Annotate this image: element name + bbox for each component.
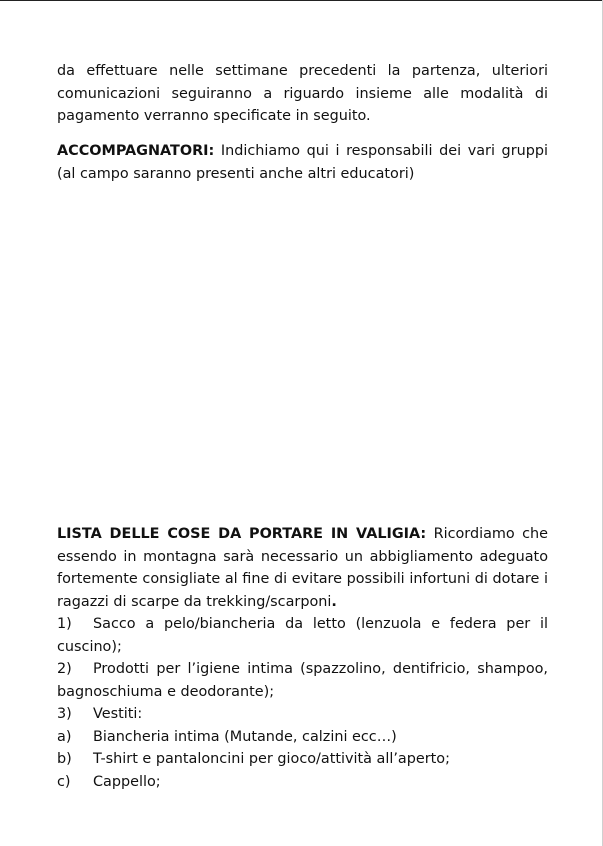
lista-paragraph — [57, 523, 548, 613]
intro-paragraph: da effettuare nelle settimane precedenti la partenza, ulteriori comunicazioni seguiranno a riguardo insieme alle modalità di pagamento verranno specificate in seguito. — [57, 63, 548, 124]
list-item-text: T-shirt e pantaloncini per gioco/attività all’aperto; — [93, 751, 450, 767]
list-item-text: Vestiti: — [93, 706, 143, 722]
list-marker: b) — [57, 751, 72, 767]
accompagnatori-section — [57, 140, 548, 185]
lista-section — [57, 523, 548, 793]
accompagnatori-heading: ACCOMPAGNATORI: — [57, 143, 215, 159]
list-marker: c) — [57, 773, 71, 790]
list-item-text: Prodotti per l’igiene intima (spazzolino, dentifricio, shampoo, bagnoschiuma e deodorante); — [57, 661, 548, 700]
accompagnatori-text: Indichiamo qui i responsabili dei vari gruppi (al campo saranno presenti anche altri educatori) — [57, 143, 548, 182]
list-item — [57, 771, 548, 794]
list-item — [57, 748, 548, 771]
list-item-text: Biancheria intima (Mutande, calzini ecc…) — [93, 728, 397, 745]
page-top-edge — [0, 0, 603, 1]
list-item-text: Cappello; — [93, 773, 161, 790]
lista-heading: LISTA DELLE COSE DA PORTARE IN VALIGIA: — [57, 526, 427, 542]
list-item — [57, 726, 548, 749]
accompagnatori-paragraph — [57, 140, 548, 185]
list-marker: a) — [57, 728, 72, 745]
list-item-text: Sacco a pelo/biancheria da letto (lenzuola e federa per il cuscino); — [57, 616, 548, 655]
intro-section — [57, 60, 548, 128]
list-marker: 1) — [57, 616, 72, 632]
list-marker: 3) — [57, 706, 72, 722]
lista-text-end: . — [331, 593, 337, 610]
list-item — [57, 703, 548, 726]
packing-list — [57, 613, 548, 793]
lista-text: Ricordiamo che essendo in montagna sarà necessario un abbigliamento adeguato fortemente consigliate al fine di evitare possibili infortuni di dotare i ragazzi di scarpe da trekking/scarponi — [57, 526, 548, 610]
list-marker: 2) — [57, 661, 72, 677]
list-item — [57, 658, 548, 703]
list-item — [57, 613, 548, 658]
